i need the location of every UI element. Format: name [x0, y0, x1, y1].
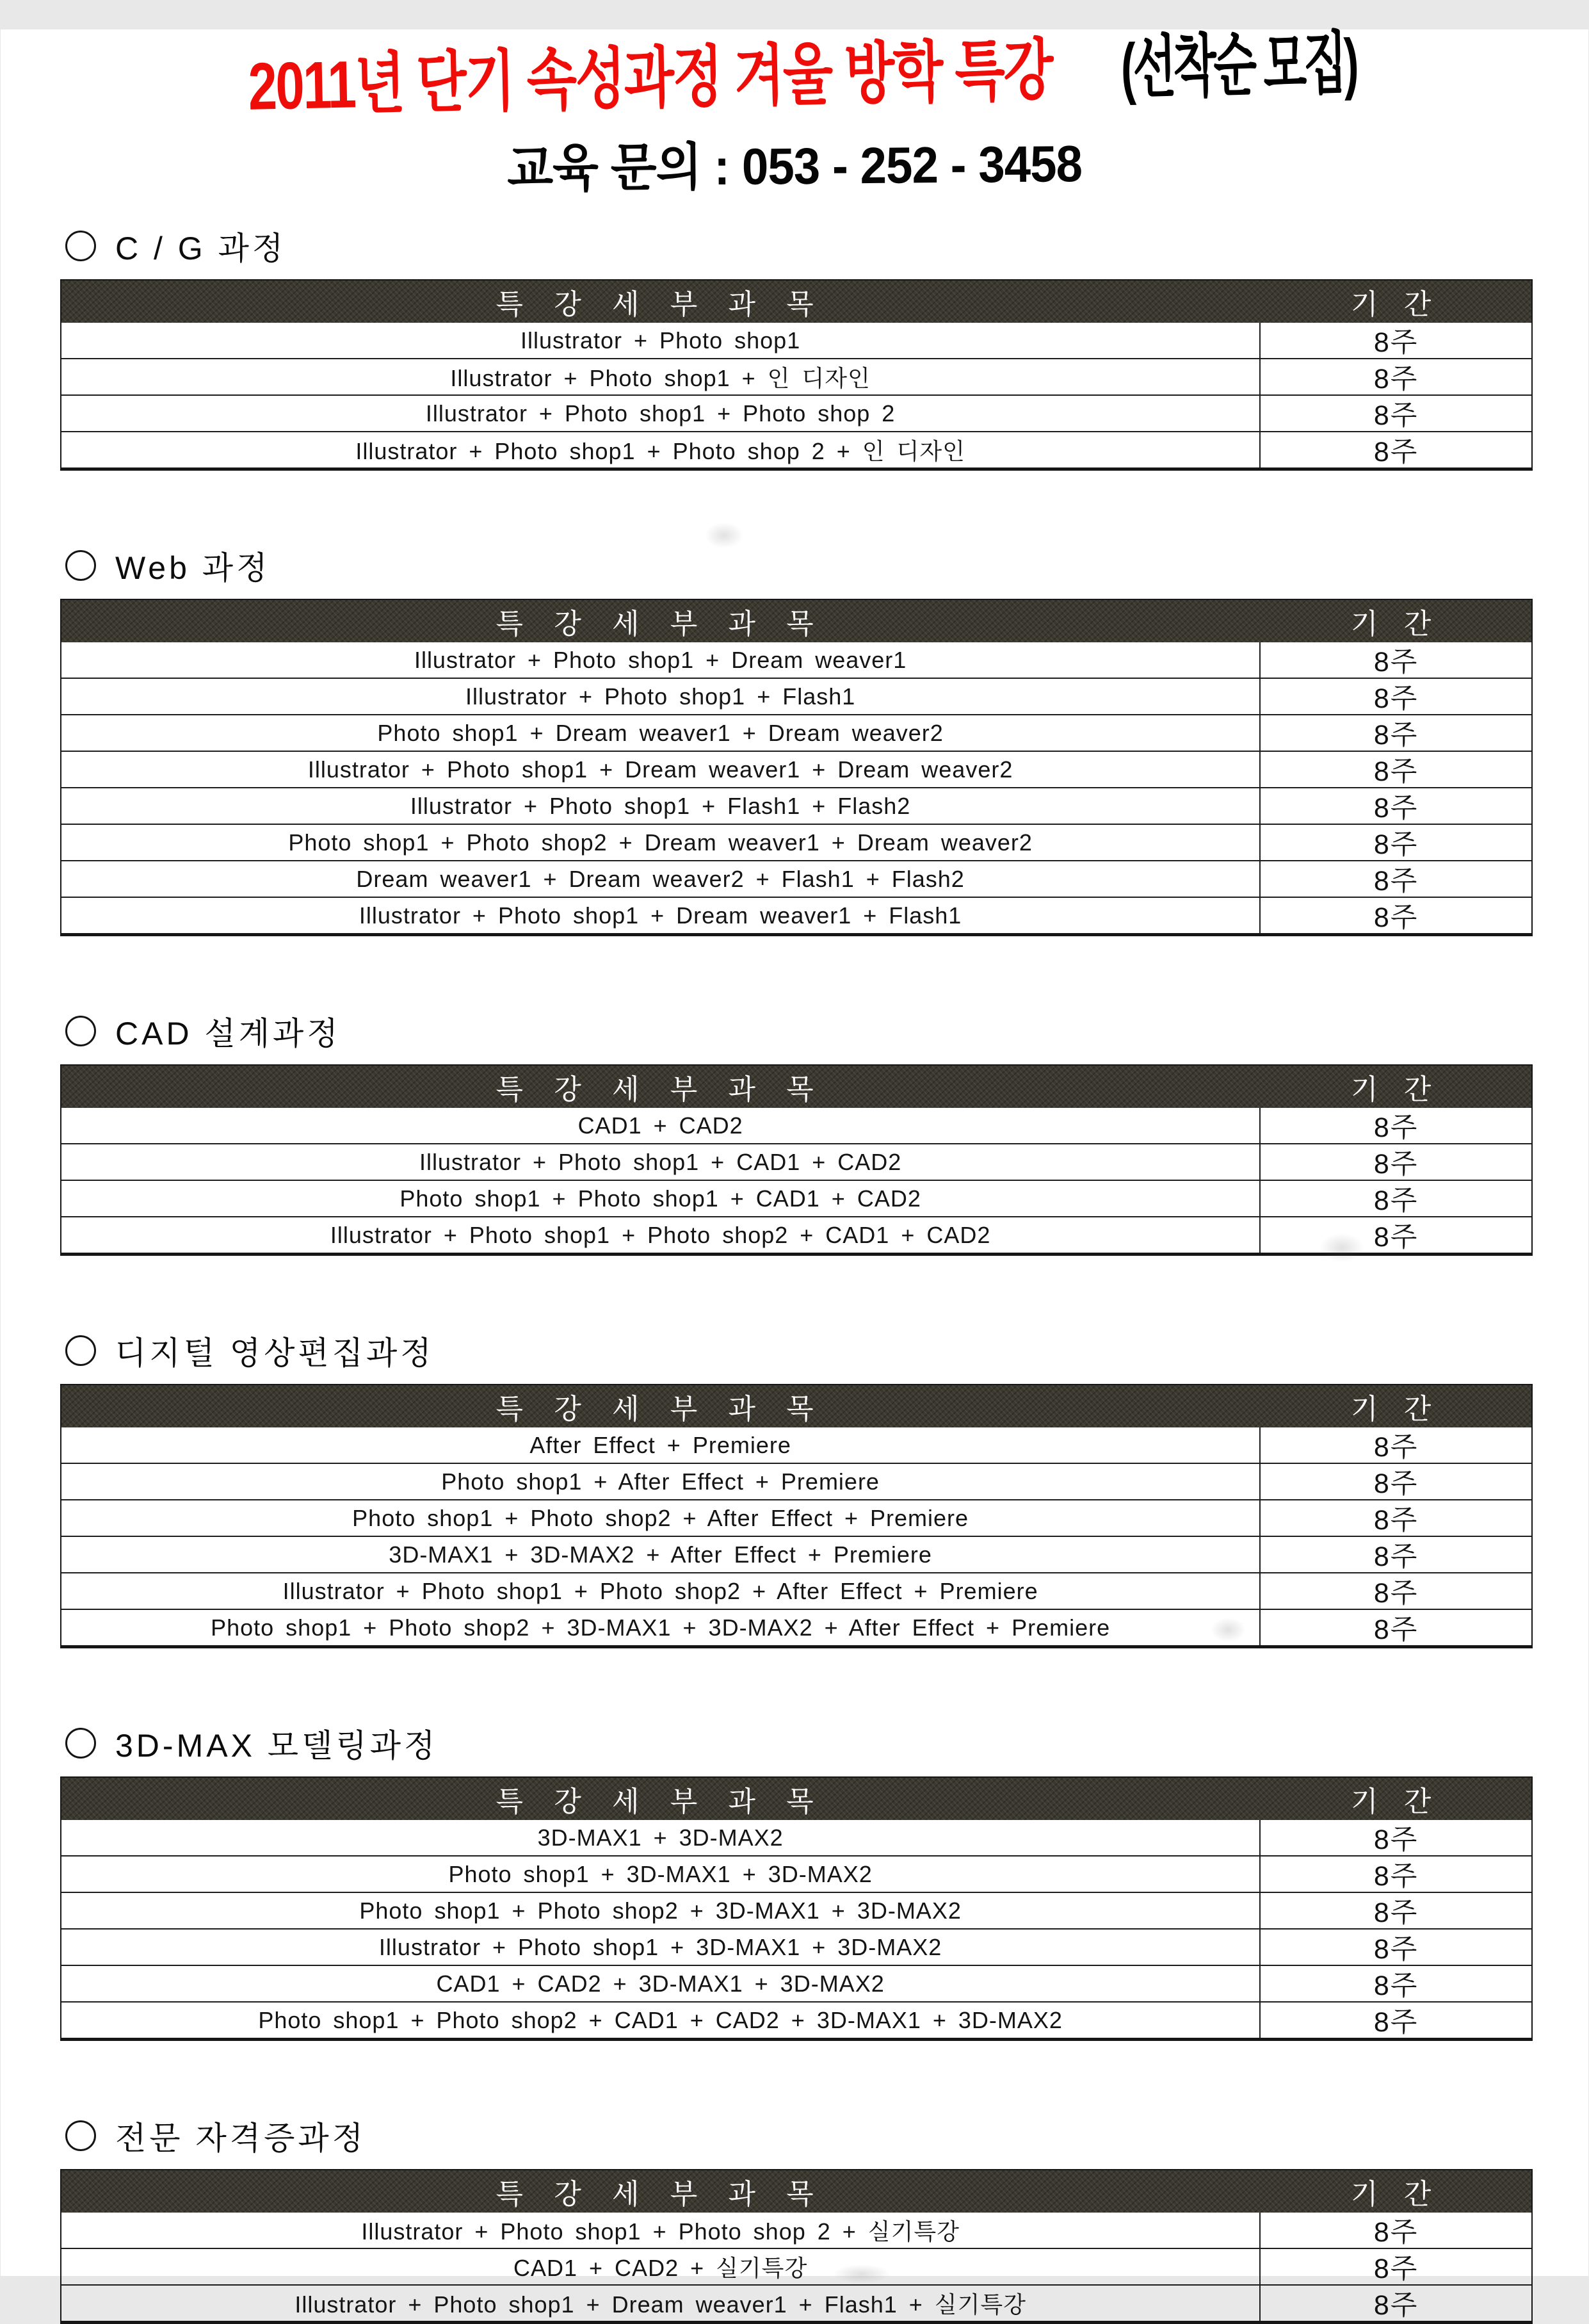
duration-cell: 8주: [1373, 720, 1419, 751]
table-row: [61, 1499, 1531, 1536]
duration-cell: 8주: [1373, 1149, 1419, 1180]
table-row: [61, 860, 1531, 897]
table-row: [61, 751, 1531, 787]
course-table: [60, 2169, 1533, 2324]
duration-cell: 8주: [1373, 866, 1419, 897]
title-red-text: 2011년 단기 속성과정 겨울 방학 특강: [247, 33, 1053, 124]
table-header-row: [61, 600, 1531, 642]
table-row: [61, 642, 1531, 678]
section-label: [65, 223, 1533, 269]
duration-cell: 8주: [1373, 1222, 1419, 1253]
header-subject-cell: 특 강 세 부 과 목: [496, 1394, 825, 1426]
subject-cell: Photo shop1 + Photo shop2 + 3D-MAX1 + 3D-MAX2: [61, 1893, 1261, 1928]
duration-cell: 8주: [1373, 327, 1419, 359]
table-row: [61, 1928, 1531, 1965]
table-row: [61, 897, 1531, 933]
duration-cell: 8주: [1373, 1861, 1419, 1892]
course-table: [60, 599, 1533, 936]
subject-cell: Illustrator + Photo shop1 + CAD1 + CAD2: [61, 1144, 1261, 1180]
duration-cell: 8주: [1373, 829, 1419, 861]
table-row: [61, 1892, 1531, 1928]
duration-cell: 8주: [1373, 2290, 1419, 2321]
course-section: [60, 1008, 1533, 1256]
duration-cell: 8주: [1373, 793, 1419, 824]
table-row: [61, 1216, 1531, 1253]
subject-cell: Illustrator + Photo shop1 + Flash1: [61, 679, 1261, 714]
duration-cell: 8주: [1373, 1541, 1419, 1573]
subject-cell: Illustrator + Photo shop1 + Photo shop 2 + 인 디자인: [61, 432, 1261, 467]
duration-cell: 8주: [1373, 1432, 1419, 1463]
header-subject-cell: 특 강 세 부 과 목: [496, 289, 825, 321]
subject-cell: Illustrator + Photo shop1 + 인 디자인: [61, 359, 1261, 394]
duration-cell: 8주: [1373, 2007, 1419, 2038]
table-header-row: [61, 1778, 1531, 1820]
table-header-row: [61, 2170, 1531, 2213]
title-black-text: (선착순 모집): [1120, 25, 1357, 106]
subject-cell: Illustrator + Photo shop1 + Photo shop 2: [61, 396, 1261, 431]
duration-cell: 8주: [1373, 1824, 1419, 1856]
section-label-text: CAD 설계과정: [115, 1016, 341, 1052]
table-row: [61, 2213, 1531, 2248]
table-row: [61, 1143, 1531, 1180]
section-label: [65, 1008, 1533, 1054]
duration-cell: 8주: [1373, 756, 1419, 788]
course-table: [60, 279, 1533, 471]
duration-cell: 8주: [1373, 647, 1419, 678]
table-row: [61, 824, 1531, 860]
table-row: [61, 1855, 1531, 1892]
course-table: [60, 1384, 1533, 1648]
header-duration-cell: 기 간: [1351, 1786, 1440, 1818]
subject-cell: Photo shop1 + Dream weaver1 + Dream weaver2: [61, 715, 1261, 751]
course-section: [60, 1720, 1533, 2041]
table-row: [61, 1820, 1531, 1855]
duration-cell: 8주: [1373, 364, 1419, 395]
circle-outline-icon: [65, 1335, 96, 1366]
duration-cell: 8주: [1373, 1897, 1419, 1929]
section-label-text: Web 과정: [115, 550, 271, 587]
duration-cell: 8주: [1373, 1934, 1419, 1965]
table-row: [61, 2248, 1531, 2284]
table-row: [61, 431, 1531, 467]
table-row: [61, 1536, 1531, 1572]
section-label: [65, 1720, 1533, 1766]
table-header-row: [61, 280, 1531, 323]
subject-cell: Illustrator + Photo shop1 + Dream weaver1 + Flash1 + 실기특강: [61, 2286, 1261, 2321]
circle-outline-icon: [65, 231, 96, 261]
section-label-text: 3D-MAX 모델링과정: [115, 1728, 439, 1764]
document-page: [1, 25, 1588, 2321]
section-label-text: 디지털 영상편집과정: [115, 1335, 435, 1372]
subject-cell: 3D-MAX1 + 3D-MAX2 + After Effect + Premiere: [61, 1537, 1261, 1572]
table-row: [61, 1463, 1531, 1499]
table-row: [61, 394, 1531, 431]
header-subject-cell: 특 강 세 부 과 목: [496, 608, 825, 640]
duration-cell: 8주: [1373, 400, 1419, 432]
subject-cell: Illustrator + Photo shop1 + Dream weaver1 + Flash1: [61, 898, 1261, 933]
course-section: [60, 223, 1533, 471]
course-section: [60, 542, 1533, 936]
table-row: [61, 714, 1531, 751]
subject-cell: CAD1 + CAD2 + 실기특강: [61, 2249, 1261, 2284]
table-row: [61, 678, 1531, 714]
circle-outline-icon: [65, 550, 96, 581]
subject-cell: Photo shop1 + Photo shop1 + CAD1 + CAD2: [61, 1181, 1261, 1216]
section-label-text: C / G 과정: [115, 231, 287, 267]
circle-outline-icon: [65, 2120, 96, 2151]
header-subject-cell: 특 강 세 부 과 목: [496, 1786, 825, 1818]
section-label: [65, 1328, 1533, 1374]
course-section: [60, 2113, 1533, 2324]
table-row: [61, 323, 1531, 358]
header-duration-cell: 기 간: [1351, 2179, 1440, 2211]
header-subject-cell: 특 강 세 부 과 목: [496, 1074, 825, 1106]
header-duration-cell: 기 간: [1351, 608, 1440, 640]
subject-cell: Photo shop1 + 3D-MAX1 + 3D-MAX2: [61, 1857, 1261, 1892]
duration-cell: 8주: [1373, 2254, 1419, 2285]
duration-cell: 8주: [1373, 1578, 1419, 1609]
subject-cell: Illustrator + Photo shop1 + 3D-MAX1 + 3D-MAX2: [61, 1930, 1261, 1965]
table-row: [61, 787, 1531, 824]
section-label-text: 전문 자격증과정: [115, 2120, 366, 2157]
table-row: [61, 1180, 1531, 1216]
subject-cell: CAD1 + CAD2: [61, 1108, 1261, 1143]
subject-cell: Photo shop1 + After Effect + Premiere: [61, 1464, 1261, 1499]
subject-cell: Illustrator + Photo shop1 + Photo shop 2 + 실기특강: [61, 2213, 1261, 2248]
duration-cell: 8주: [1373, 2217, 1419, 2248]
subject-cell: CAD1 + CAD2 + 3D-MAX1 + 3D-MAX2: [61, 1966, 1261, 2001]
table-row: [61, 358, 1531, 394]
table-row: [61, 1965, 1531, 2001]
table-row: [61, 1609, 1531, 1645]
table-row: [61, 2284, 1531, 2321]
duration-cell: 8주: [1373, 1185, 1419, 1217]
duration-cell: 8주: [1373, 1112, 1419, 1144]
subject-cell: Photo shop1 + Photo shop2 + 3D-MAX1 + 3D-MAX2 + After Effect + Premiere: [61, 1610, 1261, 1645]
table-row: [61, 1427, 1531, 1463]
subject-cell: Illustrator + Photo shop1: [61, 323, 1261, 358]
subject-cell: 3D-MAX1 + 3D-MAX2: [61, 1820, 1261, 1855]
table-header-row: [61, 1385, 1531, 1427]
subject-cell: Illustrator + Photo shop1 + Photo shop2 + CAD1 + CAD2: [61, 1217, 1261, 1253]
subject-cell: Illustrator + Photo shop1 + Dream weaver1: [61, 642, 1261, 678]
circle-outline-icon: [65, 1728, 96, 1759]
subject-cell: Illustrator + Photo shop1 + Dream weaver1 + Dream weaver2: [61, 752, 1261, 787]
header-duration-cell: 기 간: [1351, 289, 1440, 321]
circle-outline-icon: [65, 1016, 96, 1046]
table-row: [61, 1572, 1531, 1609]
course-section: [60, 1328, 1533, 1648]
subject-cell: Photo shop1 + Photo shop2 + Dream weaver1 + Dream weaver2: [61, 825, 1261, 860]
subject-cell: Illustrator + Photo shop1 + Photo shop2 + After Effect + Premiere: [61, 1573, 1261, 1609]
duration-cell: 8주: [1373, 1468, 1419, 1500]
duration-cell: 8주: [1373, 437, 1419, 468]
header-duration-cell: 기 간: [1351, 1074, 1440, 1106]
course-sections: [60, 223, 1533, 2324]
duration-cell: 8주: [1373, 1505, 1419, 1536]
header-duration-cell: 기 간: [1351, 1394, 1440, 1426]
table-row: [61, 1108, 1531, 1143]
subject-cell: Photo shop1 + Photo shop2 + After Effect + Premiere: [61, 1500, 1261, 1536]
course-table: [60, 1064, 1533, 1256]
duration-cell: 8주: [1373, 683, 1419, 715]
course-table: [60, 1776, 1533, 2041]
section-label: [65, 542, 1533, 589]
duration-cell: 8주: [1373, 1971, 1419, 2002]
table-row: [61, 2001, 1531, 2038]
header-subject-cell: 특 강 세 부 과 목: [496, 2179, 825, 2211]
section-label: [65, 2113, 1533, 2159]
subject-cell: Illustrator + Photo shop1 + Flash1 + Flash2: [61, 788, 1261, 824]
table-header-row: [61, 1066, 1531, 1108]
duration-cell: 8주: [1373, 1614, 1419, 1646]
contact-phone-line: 교육 문의 : 053 - 252 - 3458: [506, 135, 1083, 198]
subject-cell: After Effect + Premiere: [61, 1427, 1261, 1463]
subject-cell: Photo shop1 + Photo shop2 + CAD1 + CAD2 + 3D-MAX1 + 3D-MAX2: [61, 2003, 1261, 2038]
duration-cell: 8주: [1373, 902, 1419, 934]
document-title: [0, 13, 1589, 138]
subject-cell: Dream weaver1 + Dream weaver2 + Flash1 + Flash2: [61, 861, 1261, 897]
